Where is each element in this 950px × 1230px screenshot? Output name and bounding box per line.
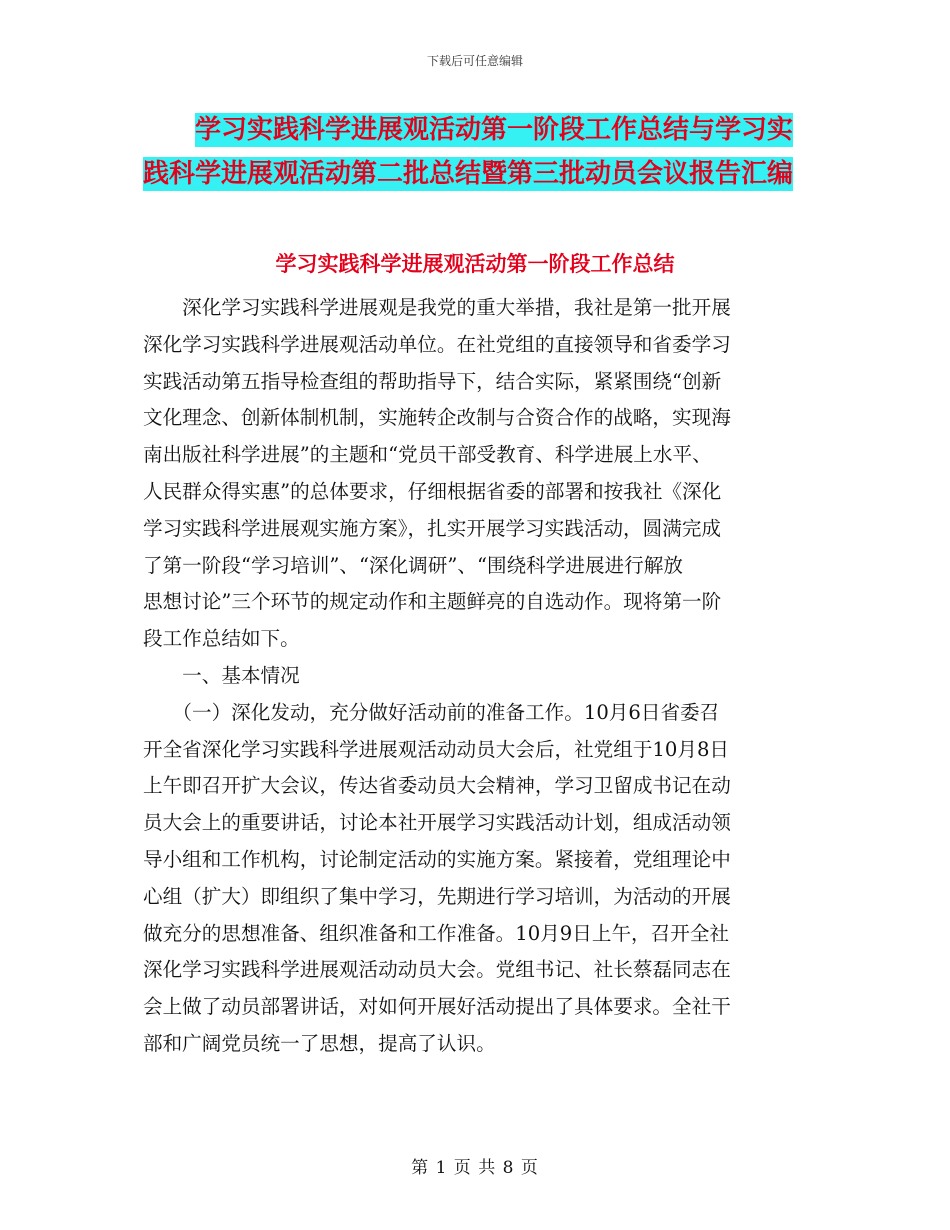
heading-basic-situation: 一、基本情况: [143, 663, 300, 687]
body-line: 南出版社科学进展”的主题和“党员干部受教育、科学进展上水平、: [143, 443, 712, 467]
section-title: 学习实践科学进展观活动第一阶段工作总结: [275, 252, 675, 276]
body-line: 部和广阔党员统一了思想，提高了认识。: [143, 1031, 496, 1055]
body-line: 开全省深化学习实践科学进展观活动动员大会后，社党组于10月8日: [143, 737, 730, 761]
body-line: 上午即召开扩大会议，传达省委动员大会精神，学习卫留成书记在动: [143, 774, 731, 798]
body-line: （一）深化发动，充分做好活动前的准备工作。10月6日省委召: [143, 700, 720, 724]
body-text: [143, 290, 808, 1063]
body-line: 学习实践科学进展观实施方案》，扎实开展学习实践活动，圆满完成: [143, 516, 722, 540]
body-line: 导小组和工作机构，讨论制定活动的实施方案。紧接着，党组理论中: [143, 847, 731, 871]
document-title-line-2: 践科学进展观活动第二批总结暨第三批动员会议报告汇编: [143, 159, 794, 189]
body-line: 做充分的思想准备、组织准备和工作准备。10月9日上午，召开全社: [143, 921, 730, 945]
body-line: 文化理念、创新体制机制，实施转企改制与合资合作的战略，实现海: [143, 406, 731, 430]
body-line: 思想讨论”三个环节的规定动作和主题鲜亮的自选动作。现将第一阶: [143, 590, 722, 614]
document-title: [143, 108, 808, 196]
body-line: 会上做了动员部署讲话，对如何开展好活动提出了具体要求。全社干: [143, 995, 731, 1019]
body-line: 段工作总结如下。: [143, 627, 300, 651]
page-header-note: 下载后可任意编辑: [426, 54, 523, 68]
body-line: 了第一阶段“学习培训”、“深化调研”、“围绕科学进展进行解放: [143, 553, 683, 577]
body-line: 深化学习实践科学进展观是我党的重大举措，我社是第一批开展: [143, 296, 731, 319]
body-line: 员大会上的重要讲话，讨论本社开展学习实践活动计划，组成活动领: [143, 811, 731, 835]
body-line: 实践活动第五指导检查组的帮助指导下，结合实际，紧紧围绕“创新: [143, 369, 722, 393]
body-line: 深化学习实践科学进展观活动动员大会。党组书记、社长蔡磊同志在: [143, 958, 731, 982]
body-line: 深化学习实践科学进展观活动单位。在社党组的直接领导和省委学习: [143, 332, 731, 356]
document-title-line-1: 学习实践科学进展观活动第一阶段工作总结与学习实: [195, 115, 794, 145]
page-number: 第 1 页 共 8 页: [411, 1158, 539, 1178]
body-line: 人民群众得实惠”的总体要求，仔细根据省委的部署和按我社《深化: [143, 479, 722, 503]
body-line: 心组（扩大）即组织了集中学习，先期进行学习培训，为活动的开展: [143, 884, 731, 908]
